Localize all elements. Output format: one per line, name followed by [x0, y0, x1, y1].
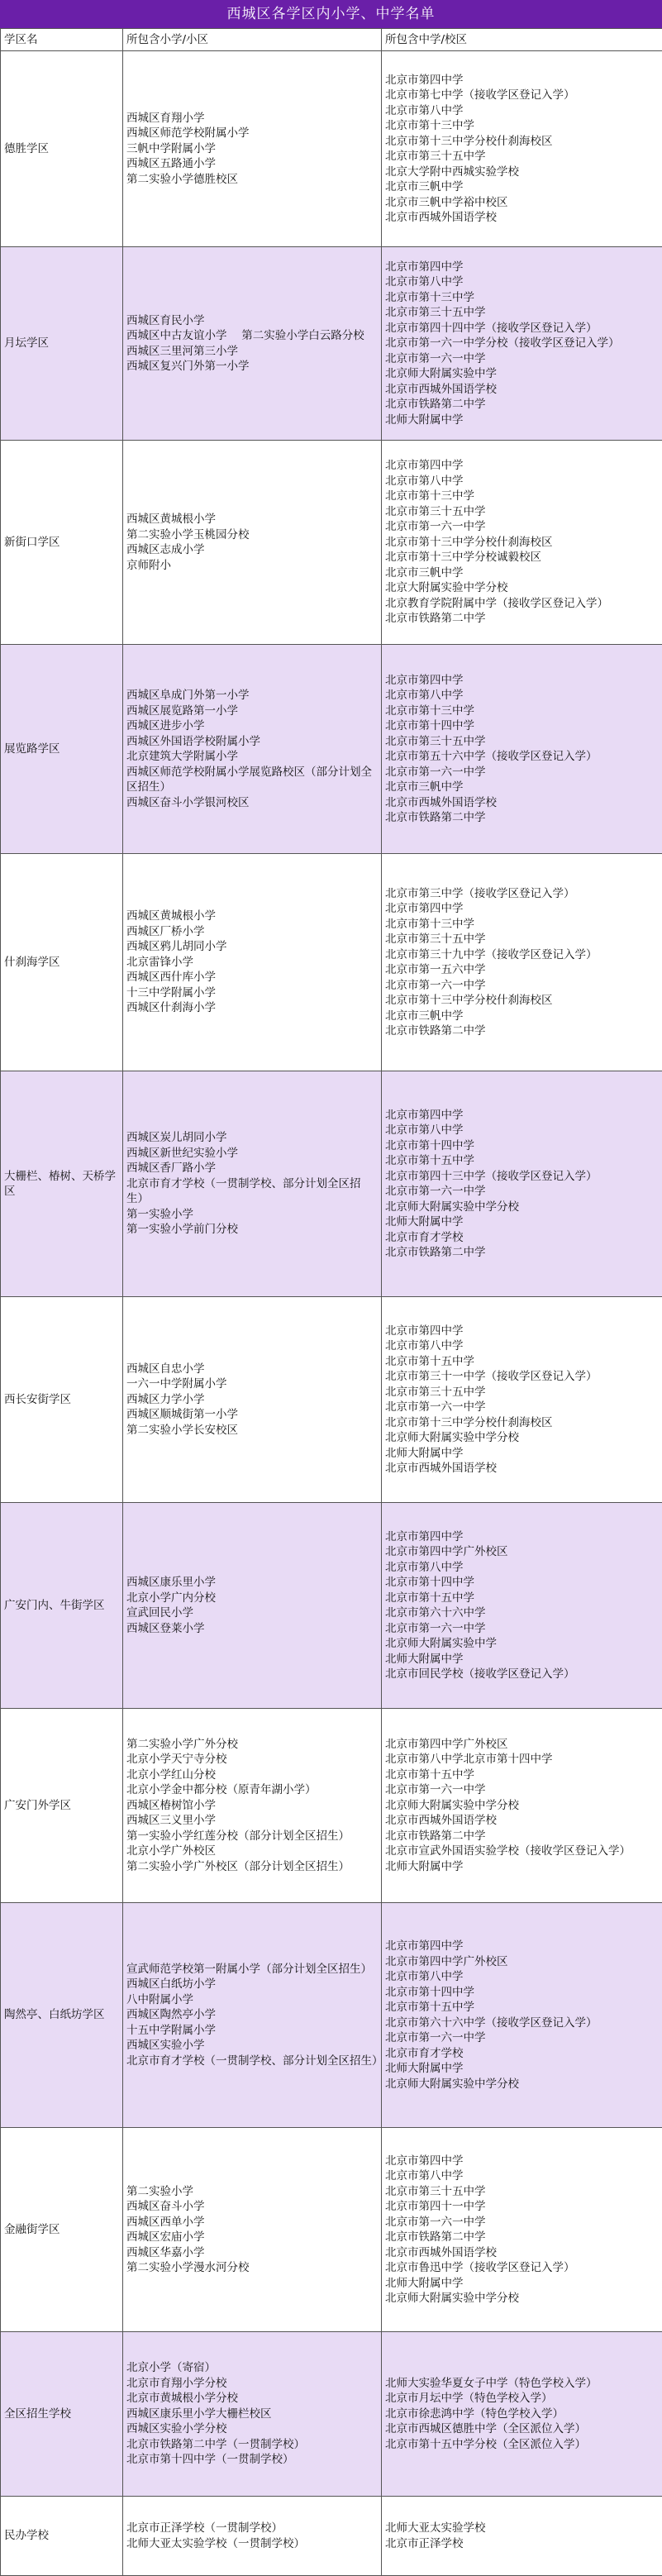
middle-school-list: 北京市第四中学 北京市第八中学 北京市第十三中学 北京市第三十五中学 北京市第四十四中学（接收学区登记入学） 北京市第一六一中学分校（接收学区登记入学） 北京市第一六一中学 北京师大附属实验中学 北京市西城外国语学校 北京市铁路第二中学 北师大附属中学	[382, 247, 662, 441]
table-row	[1, 645, 662, 854]
primary-school-list: 西城区黄城根小学 西城区厂桥小学 西城区鸦儿胡同小学 北京雷锋小学 西城区西什库小学 十三中学附属小学 西城区什刹海小学	[123, 854, 382, 1071]
middle-school-list: 北京市第四中学广外校区 北京市第八中学北京市第十四中学 北京市第十五中学 北京市第一六一中学 北京师大附属实验中学分校 北京市西城外国语学校 北京市铁路第二中学 北京市宣武外国语实验学校（接收学区登记入学） 北师大附属中学	[382, 1709, 662, 1903]
middle-school-list: 北京市第四中学 北京市第八中学 北京市第十五中学 北京市第三十一中学（接收学区登记入学） 北京市第三十五中学 北京市第一六一中学 北京市第十三中学分校什刹海校区 北京师大附属实验中学分校 北师大附属中学 北京市西城外国语学校	[382, 1297, 662, 1503]
district-name: 广安门内、牛街学区	[1, 1503, 123, 1709]
primary-school-list: 宣武师范学校第一附属小学（部分计划全区招生） 西城区白纸坊小学 八中附属小学 西城区陶然亭小学 十五中学附属小学 西城区实验小学 北京市育才学校（一贯制学校、部分计划全区招生）	[123, 1903, 382, 2128]
primary-school-list: 西城区阜成门外第一小学 西城区展览路第一小学 西城区进步小学 西城区外国语学校附属小学 北京建筑大学附属小学 西城区师范学校附属小学展览路校区（部分计划全区招生） 西城区奋斗小学银河校区	[123, 645, 382, 854]
table-row	[1, 51, 662, 247]
header-middle: 所包含中学/校区	[382, 29, 662, 51]
middle-school-list: 北京市第四中学 北京市第八中学 北京市第三十五中学 北京市第四十一中学 北京市第一六一中学 北京市铁路第二中学 北京市西城外国语学校 北京市鲁迅中学（接收学区登记入学） 北师大附属中学 北京师大附属实验中学分校	[382, 2128, 662, 2332]
district-name: 德胜学区	[1, 51, 123, 247]
district-name: 广安门外学区	[1, 1709, 123, 1903]
table-row	[1, 247, 662, 441]
primary-school-list: 西城区自忠小学 一六一中学附属小学 西城区力学小学 西城区顺城街第一小学 第二实验小学长安校区	[123, 1297, 382, 1503]
district-name: 西长安街学区	[1, 1297, 123, 1503]
table-row	[1, 2128, 662, 2332]
table-header-row	[1, 29, 662, 51]
table-row	[1, 2332, 662, 2497]
primary-school-list: 西城区黄城根小学 第二实验小学玉桃园分校 西城区志成小学 京师附小	[123, 441, 382, 645]
district-name: 新街口学区	[1, 441, 123, 645]
district-name: 金融街学区	[1, 2128, 123, 2332]
middle-school-list: 北京市第四中学 北京市第四中学广外校区 北京市第八中学 北京市第十四中学 北京市第十五中学 北京市第六十六中学 北京市第一六一中学 北京师大附属实验中学 北师大附属中学 北京市回民学校（接收学区登记入学）	[382, 1503, 662, 1709]
district-name: 大栅栏、椿树、天桥学区	[1, 1071, 123, 1297]
district-name: 月坛学区	[1, 247, 123, 441]
table-body	[1, 51, 662, 2576]
middle-school-list: 北京市第四中学 北京市第七中学（接收学区登记入学） 北京市第八中学 北京市第十三中学 北京市第十三中学分校什刹海校区 北京市第三十五中学 北京大学附中西城实验学校 北京市三帆中学 北京市三帆中学裕中校区 北京市西城外国语学校	[382, 51, 662, 247]
primary-school-list: 北京市正泽学校（一贯制学校） 北师大亚太实验学校（一贯制学校）	[123, 2497, 382, 2576]
table-row	[1, 1503, 662, 1709]
middle-school-list: 北京市第四中学 北京市第八中学 北京市第十三中学 北京市第十四中学 北京市第三十五中学 北京市第五十六中学（接收学区登记入学） 北京市第一六一中学 北京市三帆中学 北京市西城外国语学校 北京市铁路第二中学	[382, 645, 662, 854]
primary-school-list: 西城区康乐里小学 北京小学广内分校 宣武回民小学 西城区登莱小学	[123, 1503, 382, 1709]
district-name: 展览路学区	[1, 645, 123, 854]
page-title: 西城区各学区内小学、中学名单	[0, 0, 662, 28]
primary-school-list: 西城区育民小学 西城区中古友谊小学 第二实验小学白云路分校 西城区三里河第三小学 西城区复兴门外第一小学	[123, 247, 382, 441]
middle-school-list: 北师大亚太实验学校 北京市正泽学校	[382, 2497, 662, 2576]
primary-school-list: 西城区育翔小学 西城区师范学校附属小学 三帆中学附属小学 西城区五路通小学 第二实验小学德胜校区	[123, 51, 382, 247]
primary-school-list: 第二实验小学广外分校 北京小学天宁寺分校 北京小学红山分校 北京小学金中都分校（原青年湖小学） 西城区椿树馆小学 西城区三义里小学 第一实验小学红莲分校（部分计划全区招生） 北京小学广外校区 第二实验小学广外校区（部分计划全区招生）	[123, 1709, 382, 1903]
district-name: 什刹海学区	[1, 854, 123, 1071]
header-district: 学区名	[1, 29, 123, 51]
district-table	[0, 28, 662, 2576]
middle-school-list: 北师大实验华夏女子中学（特色学校入学） 北京市月坛中学（特色学校入学） 北京市徐悲鸿中学（特色学校入学） 北京市西城区德胜中学（全区派位入学） 北京市第十五中学分校（全区派位入学）	[382, 2332, 662, 2497]
primary-school-list: 北京小学（寄宿） 北京市育翔小学分校 北京市黄城根小学分校 西城区康乐里小学大栅栏校区 西城区实验小学分校 北京市铁路第二中学（一贯制学校） 北京市第十四中学（一贯制学校）	[123, 2332, 382, 2497]
district-name: 陶然亭、白纸坊学区	[1, 1903, 123, 2128]
table-row	[1, 1903, 662, 2128]
table-row	[1, 441, 662, 645]
middle-school-list: 北京市第四中学 北京市第四中学广外校区 北京市第八中学 北京市第十四中学 北京市第十五中学 北京市第六十六中学（接收学区登记入学） 北京市第一六一中学 北京市育才学校 北师大附属中学 北京师大附属实验中学分校	[382, 1903, 662, 2128]
middle-school-list: 北京市第三中学（接收学区登记入学） 北京市第四中学 北京市第十三中学 北京市第三十五中学 北京市第三十九中学（接收学区登记入学） 北京市第一五六中学 北京市第一六一中学 北京市第十三中学分校什刹海校区 北京市三帆中学 北京市铁路第二中学	[382, 854, 662, 1071]
table-row	[1, 854, 662, 1071]
table-row	[1, 1709, 662, 1903]
district-name: 全区招生学校	[1, 2332, 123, 2497]
table-row	[1, 2497, 662, 2576]
table-row	[1, 1071, 662, 1297]
table-row	[1, 1297, 662, 1503]
middle-school-list: 北京市第四中学 北京市第八中学 北京市第十三中学 北京市第三十五中学 北京市第一六一中学 北京市第十三中学分校什刹海校区 北京市第十三中学分校诚毅校区 北京市三帆中学 北京大附属实验中学分校 北京教育学院附属中学（接收学区登记入学） 北京市铁路第二中学	[382, 441, 662, 645]
primary-school-list: 第二实验小学 西城区奋斗小学 西城区西单小学 西城区宏庙小学 西城区华嘉小学 第二实验小学漫水河分校	[123, 2128, 382, 2332]
middle-school-list: 北京市第四中学 北京市第八中学 北京市第十四中学 北京市第十五中学 北京市第四十三中学（接收学区登记入学） 北京市第一六一中学 北京师大附属实验中学分校 北师大附属中学 北京市育才学校 北京市铁路第二中学	[382, 1071, 662, 1297]
primary-school-list: 西城区炭儿胡同小学 西城区新世纪实验小学 西城区香厂路小学 北京市育才学校（一贯制学校、部分计划全区招生） 第一实验小学 第一实验小学前门分校	[123, 1071, 382, 1297]
header-primary: 所包含小学/小区	[123, 29, 382, 51]
district-name: 民办学校	[1, 2497, 123, 2576]
